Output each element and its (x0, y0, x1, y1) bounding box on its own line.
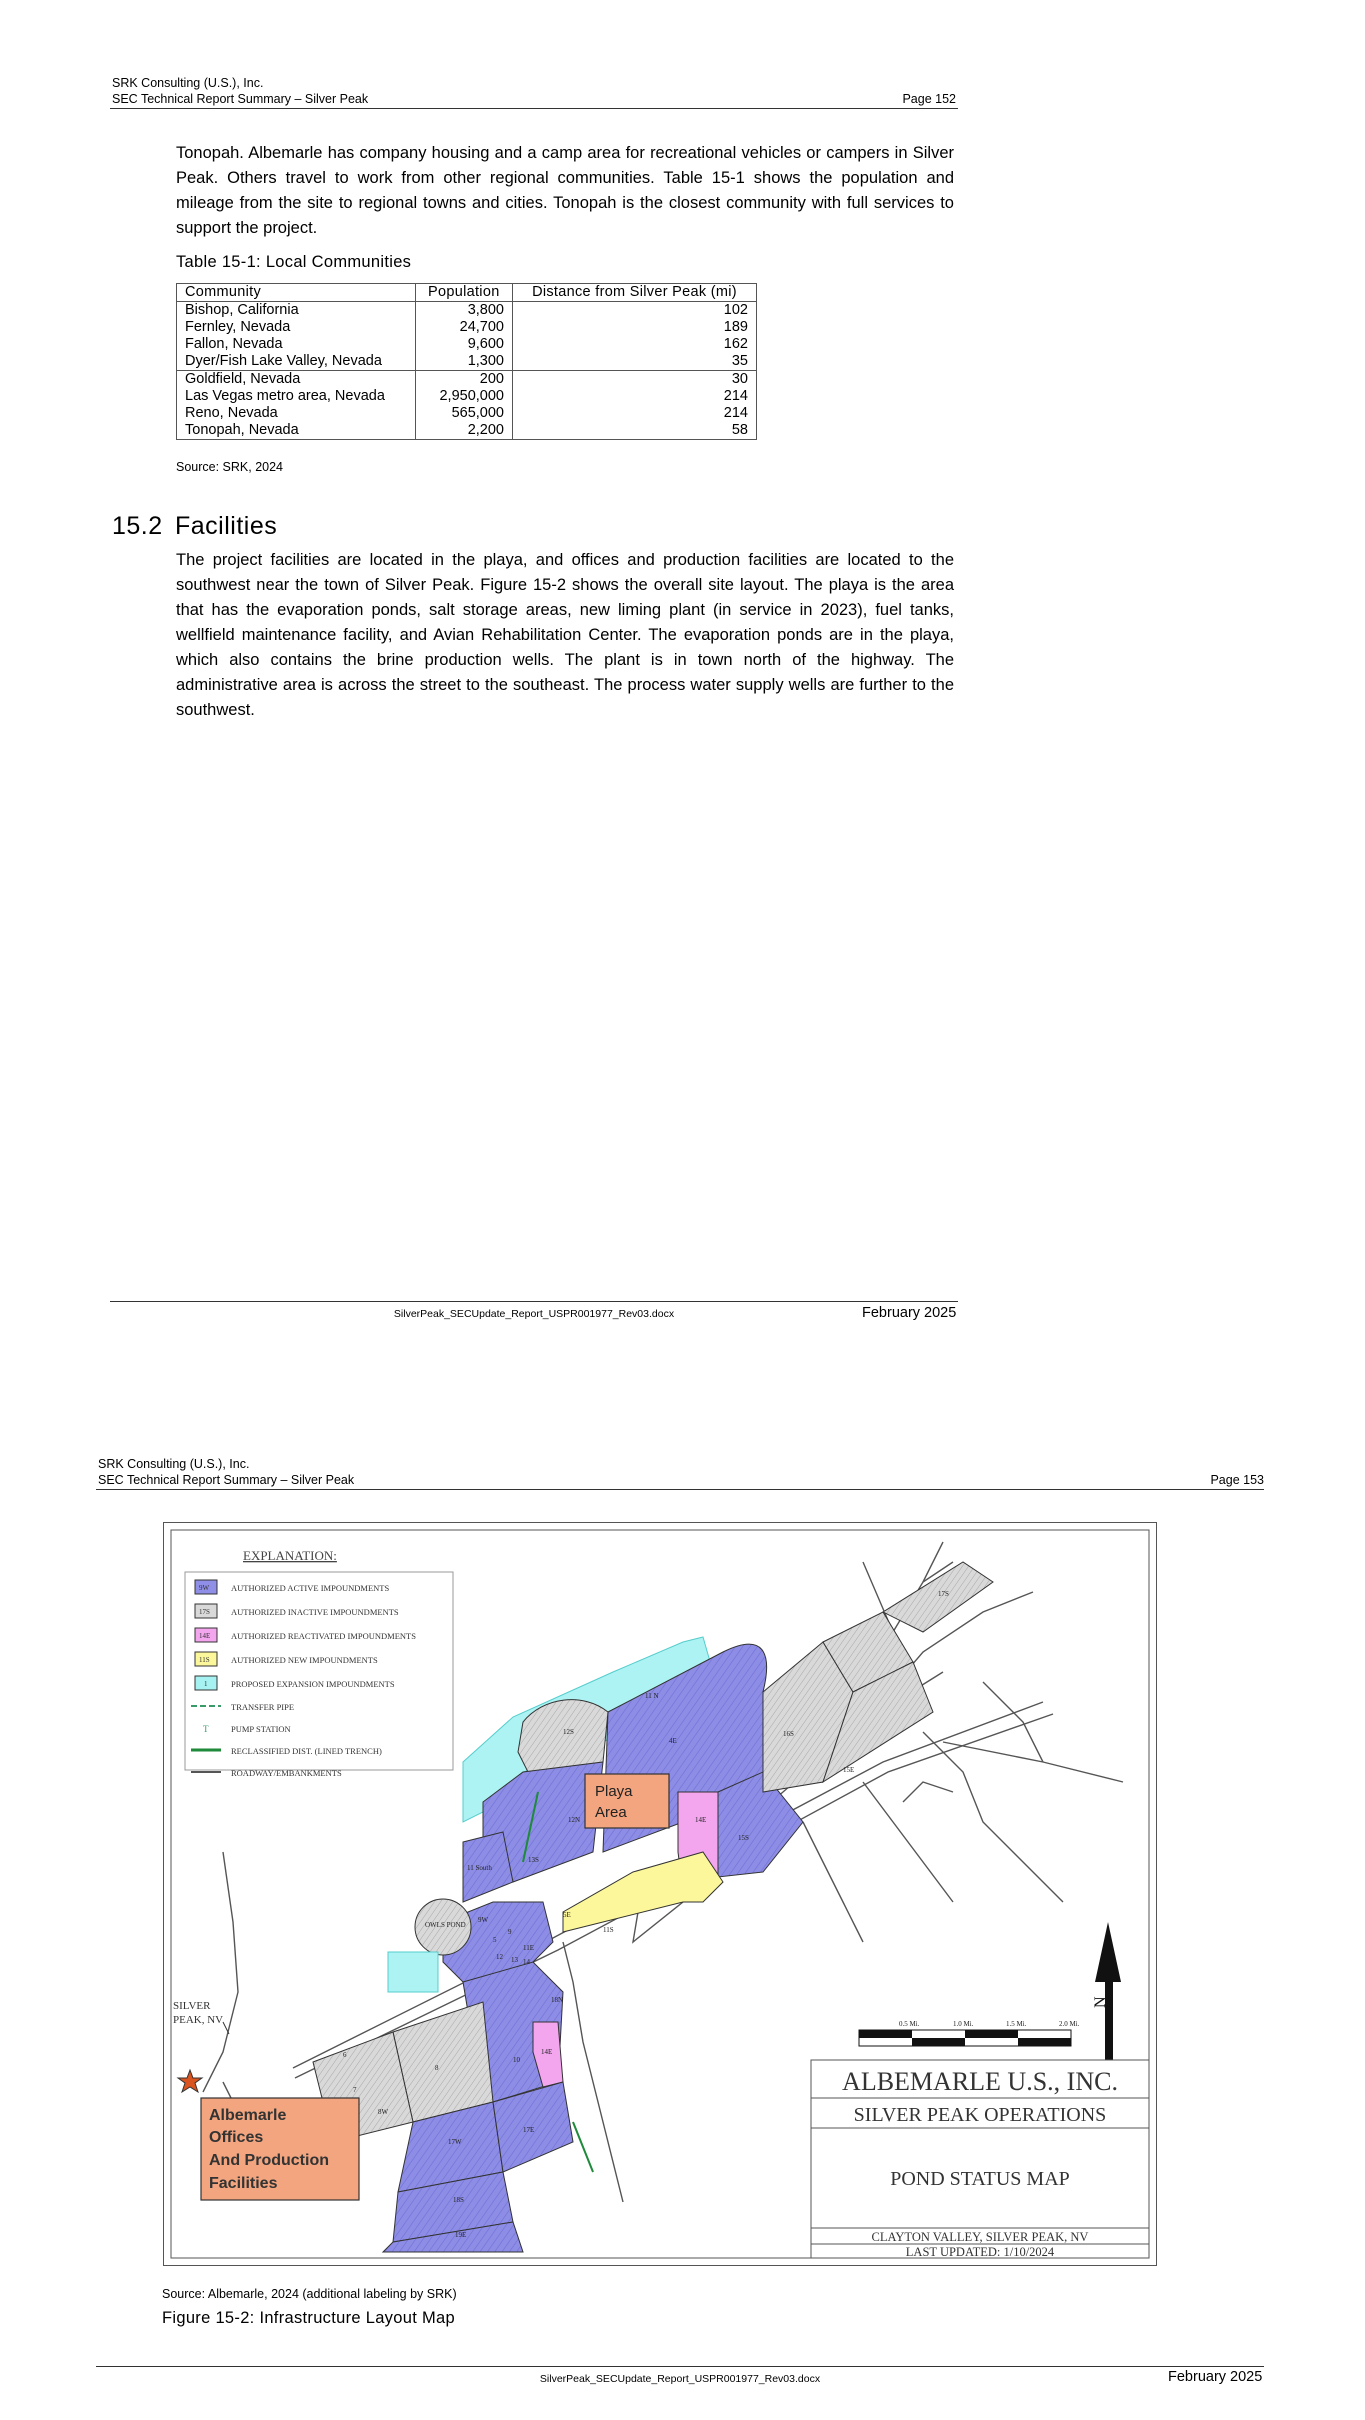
cell-distance: 214 (513, 405, 757, 422)
table-row (177, 319, 757, 336)
pond-label: 14E (541, 2048, 553, 2056)
cell-distance: 162 (513, 336, 757, 353)
legend-label: AUTHORIZED REACTIVATED IMPOUNDMENTS (231, 1631, 416, 1641)
cell-population: 1,300 (415, 353, 512, 371)
table-row (177, 388, 757, 405)
pond-label: 9 (508, 1928, 512, 1936)
pond-label: 4E (669, 1737, 677, 1745)
pond-label: 7 (353, 2086, 357, 2094)
cell-community: Las Vegas metro area, Nevada (177, 388, 416, 405)
pond-label: 18S (453, 2196, 464, 2204)
pond-label: 19E (455, 2231, 467, 2239)
legend-code: 9W (199, 1584, 210, 1592)
pond-label: 11 N (645, 1692, 659, 1700)
legend-label: AUTHORIZED ACTIVE IMPOUNDMENTS (231, 1583, 390, 1593)
table-row (177, 353, 757, 371)
pond-label: 18N (551, 1996, 564, 2004)
figure-source: Source: Albemarle, 2024 (additional labeling by SRK) (162, 2287, 457, 2301)
offices-label-line: And Production (209, 2152, 329, 2169)
cell-community: Tonopah, Nevada (177, 422, 416, 440)
cell-community: Fallon, Nevada (177, 336, 416, 353)
cell-community: Fernley, Nevada (177, 319, 416, 336)
pond-label: 16S (783, 1730, 794, 1738)
scale-label: 1.0 Mi. (953, 2020, 974, 2028)
title-block (811, 2060, 1149, 2259)
pond-label: 5 (493, 1936, 497, 1944)
page-number: Page 152 (902, 92, 956, 106)
header-company: SRK Consulting (U.S.), Inc. (112, 76, 264, 90)
pond-label: 6 (343, 2051, 347, 2059)
footer-rule (110, 1301, 958, 1302)
figure-caption: Figure 15-2: Infrastructure Layout Map (162, 2309, 455, 2327)
cell-community: Reno, Nevada (177, 405, 416, 422)
scale-label: 0.5 Mi. (899, 2020, 920, 2028)
cell-distance: 35 (513, 353, 757, 371)
pond-label: 17S (938, 1590, 949, 1598)
cell-population: 2,200 (415, 422, 512, 440)
pond-label: 17E (523, 2126, 535, 2134)
table-row (177, 422, 757, 440)
cell-community: Goldfield, Nevada (177, 371, 416, 389)
title-location: CLAYTON VALLEY, SILVER PEAK, NV (871, 2230, 1089, 2244)
pond-label: OWLS POND (425, 1921, 466, 1929)
cell-population: 565,000 (415, 405, 512, 422)
legend-title: EXPLANATION: (243, 1548, 337, 1563)
pond-label: 12 (496, 1953, 503, 1961)
legend-label: PUMP STATION (231, 1724, 291, 1734)
footer-date: February 2025 (1168, 2369, 1263, 2385)
column-header: Population (415, 284, 512, 302)
pond-cyan-cluster (388, 1952, 438, 1992)
legend-code: 17S (199, 1608, 210, 1616)
facilities-paragraph: The project facilities are located in the playa, and offices and production facilities are located to the southwest near the town of Silver Peak. Figure 15-2 shows the overall site layout. The playa is the area that has the evaporation ponds, salt storage areas, new liming plant (in service in 2023), fuel tanks, wellfield maintenance facility, and Avian Rehabilitation Center. The evaporation ponds are in the playa, which also contains the brine production wells. The plant is in town north of the highway. The administrative area is across the street to the southeast. The process water supply wells are further to the southwest. (176, 551, 954, 719)
header-rule (110, 108, 958, 109)
offices-label-line: Offices (209, 2129, 264, 2146)
legend-code: 1 (204, 1680, 208, 1688)
pond-label: 12S (563, 1728, 574, 1736)
cell-population: 2,950,000 (415, 388, 512, 405)
pond-label: 8W (378, 2108, 389, 2116)
cell-distance: 214 (513, 388, 757, 405)
pond-label: 14E (695, 1816, 707, 1824)
playa-label-line: Area (595, 1804, 627, 1821)
pond-label: 13 (511, 1956, 518, 1964)
table-header-row (177, 284, 757, 302)
scale-label: 2.0 Mi. (1059, 2020, 1080, 2028)
infrastructure-map (163, 1522, 1157, 2266)
legend-label: AUTHORIZED NEW IMPOUNDMENTS (231, 1655, 378, 1665)
pond-label: 11E (523, 1944, 535, 1952)
map-legend (185, 1548, 453, 1778)
legend-label: TRANSFER PIPE (231, 1702, 295, 1712)
legend-code: T (203, 1724, 209, 1734)
title-map-name: POND STATUS MAP (890, 2168, 1070, 2190)
scale-label: 1.5 Mi. (1006, 2020, 1027, 2028)
table-row (177, 405, 757, 422)
legend-label: PROPOSED EXPANSION IMPOUNDMENTS (231, 1679, 395, 1689)
pond-label: 10 (513, 2056, 520, 2064)
cell-distance: 30 (513, 371, 757, 389)
section-number: 15.2 (112, 512, 163, 540)
cell-population: 200 (415, 371, 512, 389)
cell-distance: 189 (513, 319, 757, 336)
pond-label: 11S (603, 1926, 614, 1934)
footer-date: February 2025 (862, 1305, 957, 1321)
cell-community: Dyer/Fish Lake Valley, Nevada (177, 353, 416, 371)
page-number: Page 153 (1210, 1473, 1264, 1487)
title-operations: SILVER PEAK OPERATIONS (853, 2104, 1107, 2126)
pond-label: 11 South (467, 1864, 492, 1872)
town-label-line: PEAK, NV (173, 2014, 224, 2026)
playa-label-line: Playa (595, 1783, 633, 1800)
table-row (177, 371, 757, 389)
cell-population: 3,800 (415, 302, 512, 320)
title-updated: LAST UPDATED: 1/10/2024 (905, 2245, 1055, 2259)
table-caption: Table 15-1: Local Communities (176, 253, 412, 271)
pond-label: 5E (563, 1911, 571, 1919)
cell-distance: 58 (513, 422, 757, 440)
column-header: Community (177, 284, 416, 302)
legend-label: ROADWAY/EMBANKMENTS (231, 1768, 342, 1778)
pond-label: 17W (448, 2138, 462, 2146)
legend-label: RECLASSIFIED DIST. (LINED TRENCH) (231, 1746, 382, 1756)
offices-label (201, 2098, 359, 2200)
table-row (177, 336, 757, 353)
legend-code: 11S (199, 1656, 210, 1664)
pond-label: 8 (435, 2064, 439, 2072)
cell-population: 9,600 (415, 336, 512, 353)
column-header: Distance from Silver Peak (mi) (513, 284, 757, 302)
pond-label: 15E (843, 1766, 855, 1774)
intro-paragraph: Tonopah. Albemarle has company housing and a camp area for recreational vehicles or campers in Silver Peak. Others travel to work from other regional communities. Table 15-1 shows the population and mileage from the site to regional towns and cities. Tonopah is the closest community with full services to support the project. (176, 144, 954, 237)
cell-population: 24,700 (415, 319, 512, 336)
playa-area-label (585, 1774, 669, 1828)
footer-filename: SilverPeak_SECUpdate_Report_USPR001977_Rev03.docx (393, 1308, 675, 1320)
pond-label: 14 (523, 1958, 530, 1966)
town-label-line: SILVER (173, 2000, 211, 2012)
legend-code: 14E (199, 1632, 211, 1640)
offices-label-line: Albemarle (209, 2107, 287, 2124)
pond-label: 15S (738, 1834, 749, 1842)
table-row (177, 302, 757, 320)
header-company: SRK Consulting (U.S.), Inc. (98, 1457, 250, 1471)
pond-label: 13S (528, 1856, 539, 1864)
header-report: SEC Technical Report Summary – Silver Peak (112, 92, 369, 106)
footer-filename: SilverPeak_SECUpdate_Report_USPR001977_Rev03.docx (539, 2373, 821, 2385)
header-rule (96, 1489, 1264, 1490)
cell-distance: 102 (513, 302, 757, 320)
cell-community: Bishop, California (177, 302, 416, 320)
header-report: SEC Technical Report Summary – Silver Peak (98, 1473, 355, 1487)
title-company: ALBEMARLE U.S., INC. (842, 2067, 1118, 2096)
footer-rule (96, 2366, 1264, 2367)
legend-label: AUTHORIZED INACTIVE IMPOUNDMENTS (231, 1607, 399, 1617)
table-source: Source: SRK, 2024 (176, 460, 284, 474)
communities-table (176, 283, 757, 440)
pond-label: 9W (478, 1916, 489, 1924)
offices-label-line: Facilities (209, 2175, 278, 2192)
section-title: Facilities (175, 512, 278, 540)
pond-label: 12N (568, 1816, 581, 1824)
svg-text:N: N (1092, 1996, 1109, 2008)
